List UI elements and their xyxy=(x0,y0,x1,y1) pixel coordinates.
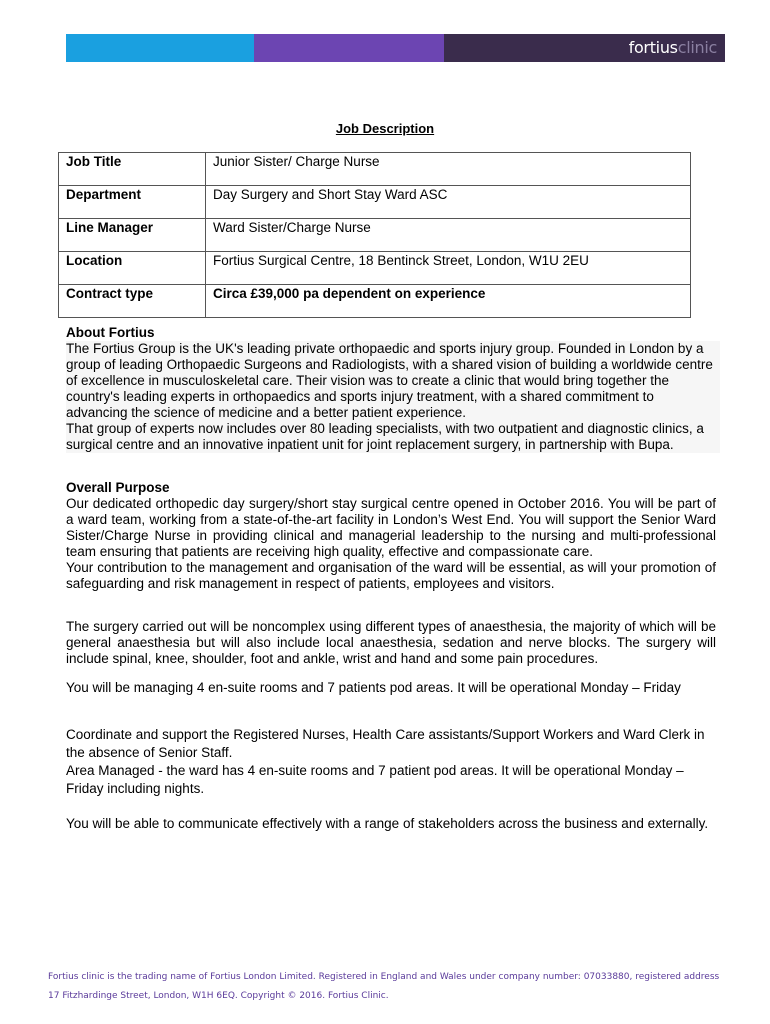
header-banner xyxy=(66,34,725,62)
location-label: Location xyxy=(59,252,206,285)
communicate-paragraph: You will be able to communicate effectively with a range of stakeholders across the business and externally. xyxy=(66,816,709,831)
overall-purpose-heading: Overall Purpose xyxy=(66,480,170,495)
footer-legal-text: Fortius clinic is the trading name of Fortius London Limited. Registered in England and Wales under company number: 07033880, registered address 17 Fitzhardinge Street, London, W1H 6EQ. Copyright © 2016. Fortius Clinic. xyxy=(48,972,720,1001)
purpose-paragraph-2: Your contribution to the management and organisation of the ward will be essential, as will your promotion of safeguarding and risk management in respect of patients, employees and visitors. xyxy=(66,560,716,591)
table-row xyxy=(59,252,691,285)
about-paragraph-1: The Fortius Group is the UK's leading private orthopaedic and sports injury group. Founded in London by a group of leading Orthopaedic Surgeons and Radiologists, with a shared vision of building a worldwide centre of excellence in musculoskeletal care. Their vision was to create a clinic that would bring together the country's leading experts in orthopaedics and sports injury treatment, with a shared commitment to advancing the science of medicine and a better patient experience. xyxy=(66,341,713,420)
table-row xyxy=(59,285,691,318)
table-row xyxy=(59,153,691,186)
overall-purpose-body xyxy=(66,496,716,592)
job-title-label: Job Title xyxy=(59,153,206,186)
banner-dark-segment xyxy=(444,34,725,62)
department-label: Department xyxy=(59,186,206,219)
job-title-value: Junior Sister/ Charge Nurse xyxy=(206,153,691,186)
table-row xyxy=(59,186,691,219)
contract-type-value: Circa £39,000 pa dependent on experience xyxy=(206,285,691,318)
line-manager-label: Line Manager xyxy=(59,219,206,252)
department-value: Day Surgery and Short Stay Ward ASC xyxy=(206,186,691,219)
area-managed-paragraph: Area Managed - the ward has 4 en-suite rooms and 7 patient pod areas. It will be operational Monday –Friday including nights. xyxy=(66,763,684,796)
document-title: Job Description xyxy=(335,121,435,136)
location-value: Fortius Surgical Centre, 18 Bentinck Street, London, W1U 2EU xyxy=(206,252,691,285)
surgery-paragraph: The surgery carried out will be noncomplex using different types of anaesthesia, the majority of which will be general anaesthesia but will also include local anaesthesia, sedation and nerve blocks. The surgery will include spinal, knee, shoulder, foot and ankle, wrist and hand and some pain procedures. xyxy=(66,619,716,666)
table-row xyxy=(59,219,691,252)
job-info-table xyxy=(58,152,691,318)
about-body xyxy=(66,341,720,453)
coordinate-paragraph: Coordinate and support the Registered Nurses, Health Care assistants/Support Workers and Ward Clerk in the absence of Senior Staff. xyxy=(66,727,705,760)
about-paragraph-2: That group of experts now includes over 80 leading specialists, with two outpatient and diagnostic clinics, a surgical centre and an innovative inpatient unit for joint replacement surgery, in partnership with Bupa. xyxy=(66,421,704,452)
line-manager-value: Ward Sister/Charge Nurse xyxy=(206,219,691,252)
managing-paragraph: You will be managing 4 en-suite rooms and 7 patients pod areas. It will be operational Monday – Friday xyxy=(66,680,681,695)
about-heading: About Fortius xyxy=(66,325,155,340)
fortius-clinic-logo: fortiusclinic xyxy=(628,38,717,57)
banner-blue-segment xyxy=(66,34,254,62)
purpose-paragraph-1: Our dedicated orthopedic day surgery/short stay surgical centre opened in October 2016. You will be part of a ward team, working from a state-of-the-art facility in London’s West End. You will support the Senior Ward Sister/Charge Nurse in providing clinical and managerial leadership to the nursing and multi-professional team ensuring that patients are receiving high quality, effective and compassionate care. xyxy=(66,496,716,559)
contract-type-label: Contract type xyxy=(59,285,206,318)
coordinate-section xyxy=(66,726,716,798)
banner-purple-segment xyxy=(254,34,444,62)
